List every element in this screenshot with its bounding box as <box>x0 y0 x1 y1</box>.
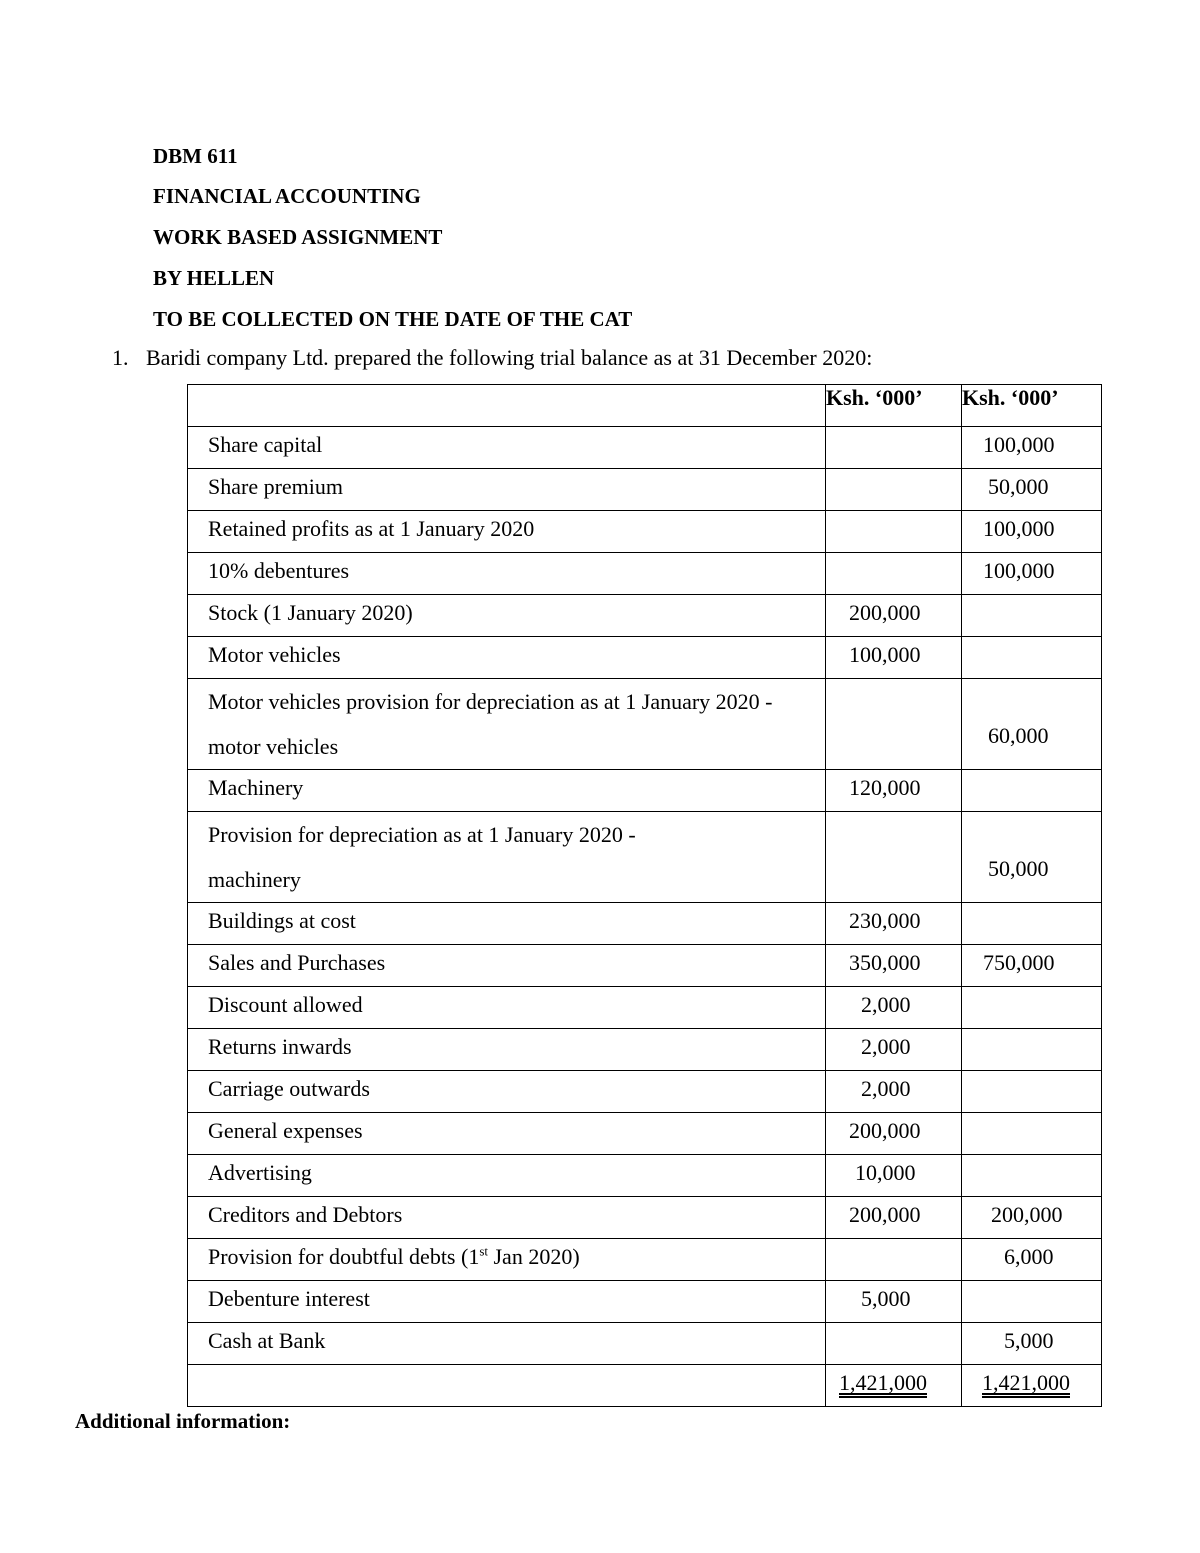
totals-label <box>188 1365 825 1370</box>
row-debit <box>826 469 961 474</box>
row-description: Debenture interest <box>208 1286 370 1311</box>
row-debit <box>826 553 961 558</box>
row-description-line-2: motor vehicles <box>208 734 339 759</box>
additional-information-heading: Additional information: <box>75 1409 291 1433</box>
row-credit <box>962 1029 1101 1034</box>
row-description: Returns inwards <box>208 1034 352 1059</box>
table-row <box>188 511 1102 553</box>
row-credit: 100,000 <box>983 558 1055 583</box>
row-debit: 230,000 <box>849 908 921 933</box>
table-row <box>188 469 1102 511</box>
course-title: FINANCIAL ACCOUNTING <box>153 184 421 208</box>
row-credit <box>962 987 1101 992</box>
row-description: Sales and Purchases <box>208 950 386 975</box>
column-header-credit: Ksh. ‘000’ <box>962 385 1102 427</box>
row-debit: 2,000 <box>861 1034 911 1059</box>
row-credit <box>962 637 1101 642</box>
row-debit: 200,000 <box>849 1118 921 1143</box>
row-description: Cash at Bank <box>208 1328 326 1353</box>
row-description-text: Provision for doubtful debts (1 <box>208 1244 480 1269</box>
total-credit: 1,421,000 <box>982 1370 1070 1395</box>
row-credit <box>962 1071 1101 1076</box>
row-debit: 350,000 <box>849 950 921 975</box>
question-number: 1. <box>112 345 129 370</box>
row-debit: 10,000 <box>855 1160 916 1185</box>
table-row <box>188 595 1102 637</box>
row-description: Discount allowed <box>208 992 363 1017</box>
row-description: 10% debentures <box>208 558 350 583</box>
row-debit: 120,000 <box>849 775 921 800</box>
table-row <box>188 987 1102 1029</box>
row-debit <box>826 679 961 684</box>
row-description-text-end: Jan 2020) <box>488 1244 580 1269</box>
row-description: Carriage outwards <box>208 1076 370 1101</box>
row-credit: 5,000 <box>1004 1328 1054 1353</box>
table-row <box>188 1029 1102 1071</box>
collection-note: TO BE COLLECTED ON THE DATE OF THE CAT <box>153 307 633 331</box>
table-row <box>188 427 1102 469</box>
row-description <box>188 812 825 902</box>
row-credit <box>962 1155 1101 1160</box>
row-description: General expenses <box>208 1118 363 1143</box>
row-credit <box>962 1113 1101 1118</box>
table-row <box>188 1197 1102 1239</box>
table-row <box>188 903 1102 945</box>
table-row <box>188 770 1102 812</box>
total-debit: 1,421,000 <box>839 1370 927 1395</box>
course-code: DBM 611 <box>153 144 238 168</box>
table-row <box>188 637 1102 679</box>
totals-row <box>188 1365 1102 1407</box>
author-line: BY HELLEN <box>153 266 275 290</box>
row-description-line-1: Motor vehicles provision for depreciation as at 1 January 2020 - <box>208 689 773 714</box>
assignment-type: WORK BASED ASSIGNMENT <box>153 225 443 249</box>
row-debit: 2,000 <box>861 1076 911 1101</box>
ordinal-suffix: st <box>479 1243 488 1259</box>
column-header-description <box>188 385 826 427</box>
row-debit: 2,000 <box>861 992 911 1017</box>
row-description <box>188 679 825 769</box>
table-row <box>188 679 1102 770</box>
row-debit <box>826 427 961 432</box>
row-description: Share capital <box>208 432 323 457</box>
row-description: Advertising <box>208 1160 312 1185</box>
row-credit <box>962 595 1101 600</box>
row-description-line-1: Provision for depreciation as at 1 January 2020 - <box>208 822 636 847</box>
row-debit: 200,000 <box>849 600 921 625</box>
table-row <box>188 1323 1102 1365</box>
table-row <box>188 1281 1102 1323</box>
row-credit <box>962 1281 1101 1286</box>
row-credit: 100,000 <box>983 432 1055 457</box>
table-row <box>188 1155 1102 1197</box>
row-credit <box>962 770 1101 775</box>
row-description: Machinery <box>208 775 304 800</box>
row-description: Buildings at cost <box>208 908 356 933</box>
row-description-line-2: machinery <box>208 867 301 892</box>
row-credit <box>962 903 1101 908</box>
row-credit: 100,000 <box>983 516 1055 541</box>
row-debit: 200,000 <box>849 1202 921 1227</box>
row-credit: 6,000 <box>1004 1244 1054 1269</box>
row-description <box>188 1239 825 1270</box>
trial-balance-table <box>187 384 1102 1407</box>
row-description: Share premium <box>208 474 344 499</box>
table-row <box>188 1071 1102 1113</box>
table-row <box>188 945 1102 987</box>
row-credit: 50,000 <box>988 856 1049 881</box>
row-credit: 750,000 <box>983 950 1055 975</box>
row-debit: 100,000 <box>849 642 921 667</box>
table-row <box>188 1113 1102 1155</box>
row-credit: 200,000 <box>991 1202 1063 1227</box>
row-description: Stock (1 January 2020) <box>208 600 413 625</box>
question-text: Baridi company Ltd. prepared the following trial balance as at 31 December 2020: <box>146 345 873 370</box>
row-credit: 60,000 <box>988 723 1049 748</box>
row-description: Creditors and Debtors <box>208 1202 403 1227</box>
question-1 <box>112 345 872 371</box>
table-row <box>188 1239 1102 1281</box>
row-debit <box>826 1239 961 1244</box>
row-debit <box>826 511 961 516</box>
row-debit: 5,000 <box>861 1286 911 1311</box>
row-debit <box>826 812 961 817</box>
column-header-debit: Ksh. ‘000’ <box>826 385 962 427</box>
table-row <box>188 553 1102 595</box>
row-description: Retained profits as at 1 January 2020 <box>208 516 535 541</box>
row-credit: 50,000 <box>988 474 1049 499</box>
row-description: Motor vehicles <box>208 642 341 667</box>
table-header-row <box>188 385 1102 427</box>
row-debit <box>826 1323 961 1328</box>
table-row <box>188 812 1102 903</box>
